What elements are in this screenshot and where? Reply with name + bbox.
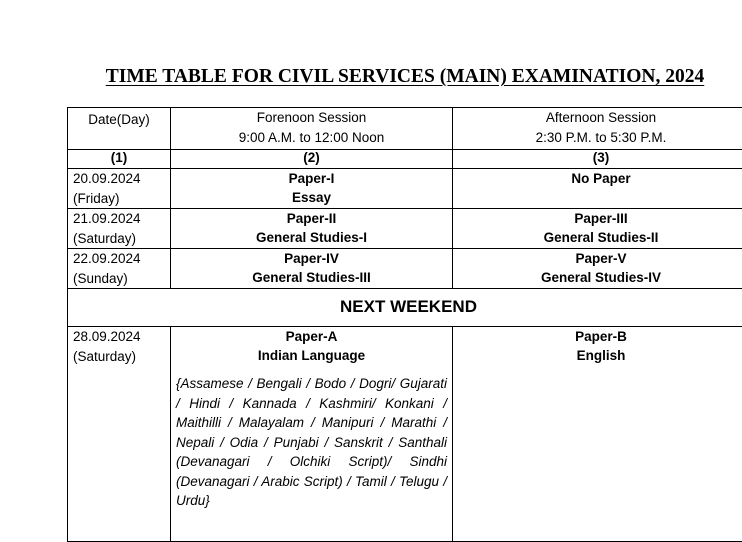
column-number: (1) — [68, 150, 171, 169]
forenoon-cell — [171, 249, 453, 289]
paper-subject: English — [458, 346, 742, 365]
next-weekend-row — [68, 289, 742, 327]
exam-date: 28.09.2024 — [73, 327, 165, 347]
exam-day: (Friday) — [73, 189, 165, 209]
exam-day: (Saturday) — [73, 347, 165, 367]
exam-date: 21.09.2024 — [73, 209, 165, 229]
exam-day: (Sunday) — [73, 269, 165, 289]
paper-subject: General Studies-III — [176, 268, 447, 287]
forenoon-cell — [171, 209, 453, 249]
date-cell — [68, 249, 171, 289]
date-cell — [68, 327, 171, 542]
paper-name: Paper-III — [458, 209, 742, 228]
afternoon-cell — [453, 169, 742, 209]
next-weekend-label: NEXT WEEKEND — [68, 289, 742, 327]
paper-subject: General Studies-II — [458, 228, 742, 247]
table-row — [68, 169, 742, 209]
paper-name: Paper-V — [458, 249, 742, 268]
language-list: {Assamese / Bengali / Bodo / Dogri/ Gujarati / Hindi / Kannada / Kashmiri/ Konkani / Maithilli / Malayalam / Manipuri / Marathi / Nepali / Odia / Punjabi / Sanskrit / Santhali (Devanagari / Olchiki Script)/ Sindhi (Devanagari / Arabic Script) / Tamil / Telugu / Urdu} — [176, 374, 447, 511]
column-number: (2) — [171, 150, 453, 169]
forenoon-cell — [171, 327, 453, 542]
forenoon-column-header — [171, 108, 453, 150]
afternoon-cell — [453, 209, 742, 249]
afternoon-cell — [453, 327, 742, 542]
exam-date: 22.09.2024 — [73, 249, 165, 269]
table-row — [68, 249, 742, 289]
paper-subject: Indian Language — [176, 346, 447, 365]
date-cell — [68, 169, 171, 209]
forenoon-session-label: Forenoon Session — [176, 108, 447, 128]
afternoon-session-time: 2:30 P.M. to 5:30 P.M. — [458, 128, 742, 148]
paper-subject: General Studies-I — [176, 228, 447, 247]
date-column-header: Date(Day) — [68, 108, 171, 150]
paper-name: Paper-IV — [176, 249, 447, 268]
paper-name: No Paper — [458, 169, 742, 188]
paper-name: Paper-A — [176, 327, 447, 346]
header-row — [68, 108, 742, 150]
column-number: (3) — [453, 150, 742, 169]
paper-subject: General Studies-IV — [458, 268, 742, 287]
column-number-row — [68, 150, 742, 169]
afternoon-session-label: Afternoon Session — [458, 108, 742, 128]
paper-name: Paper-II — [176, 209, 447, 228]
paper-name: Paper-I — [176, 169, 447, 188]
forenoon-cell — [171, 169, 453, 209]
paper-subject: Essay — [176, 188, 447, 207]
paper-name: Paper-B — [458, 327, 742, 346]
table-row — [68, 327, 742, 542]
afternoon-column-header — [453, 108, 742, 150]
afternoon-cell — [453, 249, 742, 289]
table-row — [68, 209, 742, 249]
exam-day: (Saturday) — [73, 229, 165, 249]
page-title: TIME TABLE FOR CIVIL SERVICES (MAIN) EXAMINATION, 2024 — [0, 66, 742, 88]
timetable — [67, 107, 742, 542]
paper-heading — [176, 327, 447, 365]
date-cell — [68, 209, 171, 249]
exam-date: 20.09.2024 — [73, 169, 165, 189]
forenoon-session-time: 9:00 A.M. to 12:00 Noon — [176, 128, 447, 148]
